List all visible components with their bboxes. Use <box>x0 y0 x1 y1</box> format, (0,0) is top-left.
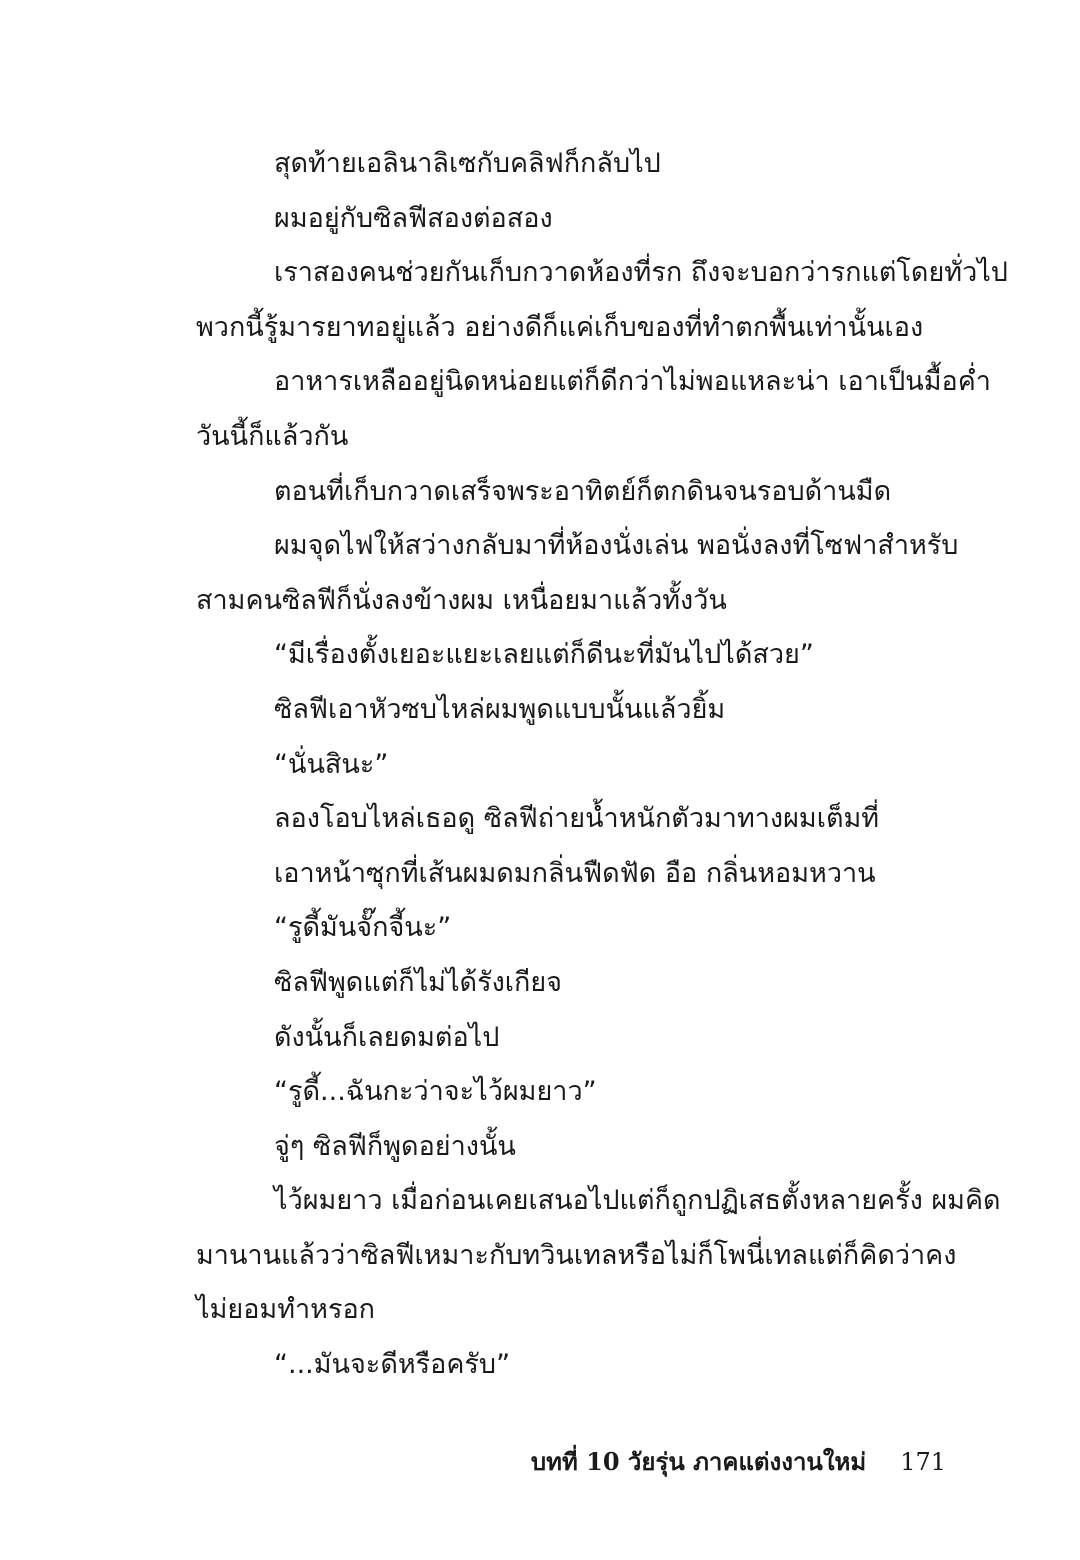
body-text <box>196 137 1008 1393</box>
paragraph-line: เราสองคนช่วยกันเก็บกวาดห้องที่รก ถึงจะบอกว่ารกแต่โดยทั่วไป <box>274 257 1008 289</box>
paragraph-line: ไว้ผมยาว เมื่อก่อนเคยเสนอไปแต่ก็ถูกปฏิเสธตั้งหลายครั้ง ผมคิด <box>274 1185 1001 1217</box>
paragraph-line: ซิลฟีพูดแต่ก็ไม่ได้รังเกียจ <box>274 966 562 998</box>
paragraph-line: มานานแล้วว่าซิลฟีเหมาะกับทวินเทลหรือไม่ก็โพนี่เทลแต่ก็คิดว่าคง <box>196 1239 957 1271</box>
chapter-title: บทที่ 10 วัยรุ่น ภาคแต่งงานใหม่ <box>530 1447 867 1476</box>
dialogue-line: “รูดี้มันจั๊กจี้นะ” <box>274 912 452 944</box>
dialogue-line: “มีเรื่องตั้งเยอะแยะเลยแต่ก็ดีนะที่มันไปได้สวย” <box>274 639 814 671</box>
paragraph-line: สามคนซิลฟีก็นั่งลงข้างผม เหนื่อยมาแล้วทั้งวัน <box>196 584 727 616</box>
paragraph-line: เอาหน้าซุกที่เส้นผมดมกลิ่นฟืดฟัด อือ กลิ่นหอมหวาน <box>274 857 876 889</box>
paragraph-line: จู่ๆ ซิลฟีก็พูดอย่างนั้น <box>274 1130 516 1162</box>
dialogue-line: “...มันจะดีหรือครับ” <box>274 1349 511 1381</box>
paragraph-line: ไม่ยอมทำหรอก <box>196 1294 376 1326</box>
dialogue-line: “นั่นสินะ” <box>274 748 389 780</box>
paragraph-line: อาหารเหลืออยู่นิดหน่อยแต่ก็ดีกว่าไม่พอแหละน่า เอาเป็นมื้อค่ำ <box>274 366 991 398</box>
paragraph-line: พวกนี้รู้มารยาทอยู่แล้ว อย่างดีก็แค่เก็บของที่ทำตกพื้นเท่านั้นเอง <box>196 311 924 343</box>
paragraph-line: ผมอยู่กับซิลฟีสองต่อสอง <box>274 202 553 234</box>
paragraph-line: ผมจุดไฟให้สว่างกลับมาที่ห้องนั่งเล่น พอนั่งลงที่โซฟาสำหรับ <box>274 530 959 562</box>
paragraph-line: ซิลฟีเอาหัวซบไหล่ผมพูดแบบนั้นแล้วยิ้ม <box>274 693 726 725</box>
paragraph-line: สุดท้ายเอลินาลิเซกับคลิฟก็กลับไป <box>274 148 661 179</box>
dialogue-line: “รูดี้...ฉันกะว่าจะไว้ผมยาว” <box>274 1076 597 1108</box>
paragraph-line: วันนี้ก็แล้วกัน <box>196 420 349 452</box>
paragraph-line: ตอนที่เก็บกวาดเสร็จพระอาทิตย์ก็ตกดินจนรอบด้านมืด <box>274 475 892 507</box>
page-number: 171 <box>900 1448 946 1476</box>
page-footer <box>531 1440 946 1484</box>
paragraph-line: ลองโอบไหล่เธอดู ซิลฟีถ่ายน้ำหนักตัวมาทางผมเต็มที่ <box>274 803 880 835</box>
paragraph-line: ดังนั้นก็เลยดมต่อไป <box>274 1021 500 1053</box>
